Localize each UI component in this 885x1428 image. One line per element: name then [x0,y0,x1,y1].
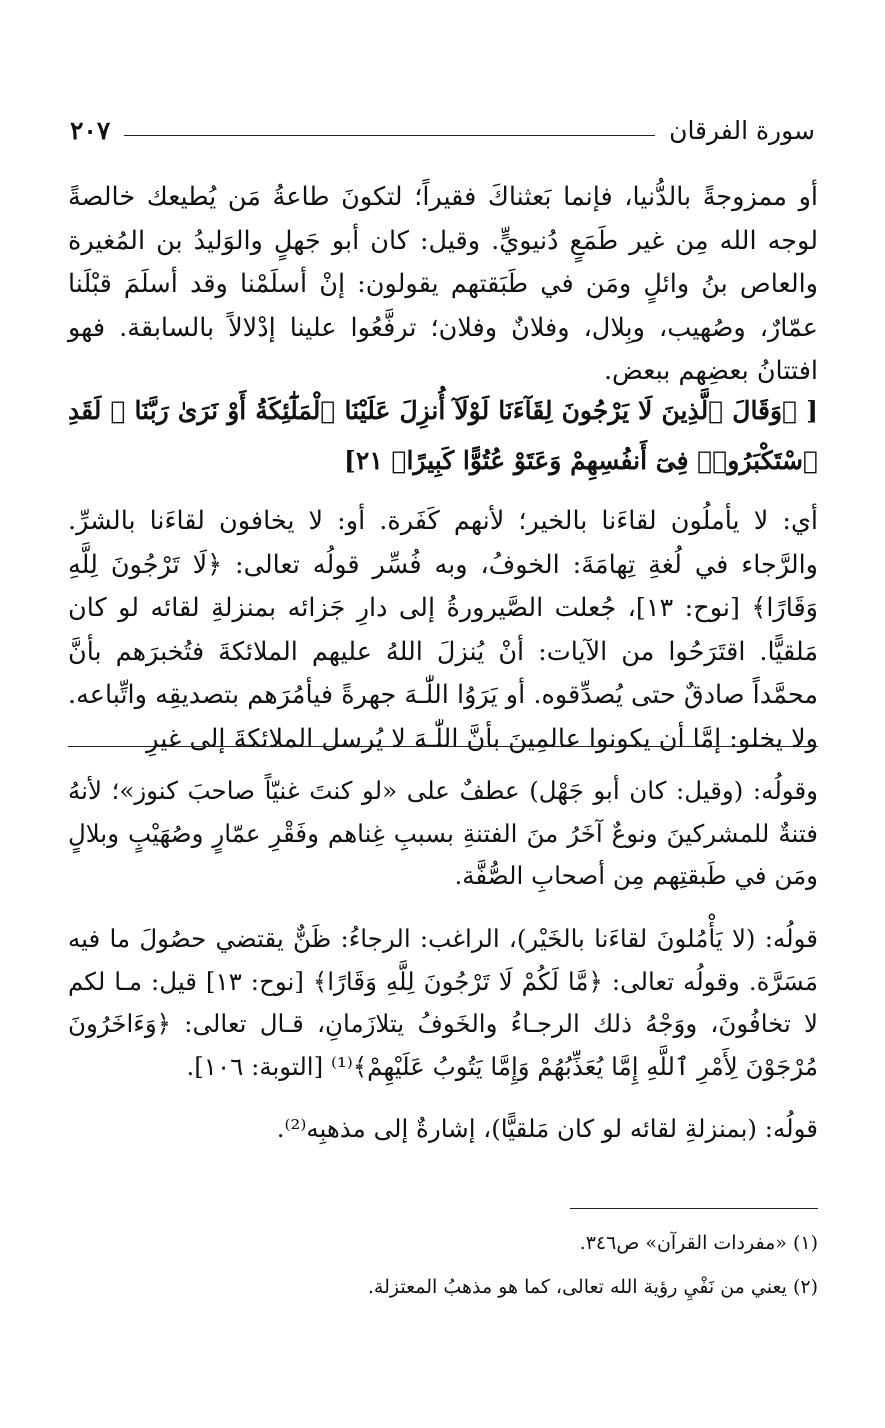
footnote-divider [570,1208,818,1209]
commentary-divider [68,746,818,747]
header-rule [124,135,655,136]
commentary-paragraph-1: وقولُه: (وقيل: كان أبو جَهْل) عطفٌ على «لو كنتَ غنيّاً صاحبَ كنوز»؛ لأنهُ فتنةٌ للمشركينَ ونوعٌ آخَرُ منَ الفتنةِ بسببِ غِناهم وفَقْرِ عمّارٍ وصُهَيْبٍ وبلالٍ ومَن في طَبقتِهم مِن أصحابِ الصُّفَّة. [68,776,818,890]
surah-title: سورة الفرقان [669,115,815,145]
footnote-2: (٢) يعني من نَفْيِ رؤية الله تعالى، كما هو مذهبُ المعتزلة. [367,1276,818,1298]
page-header [70,108,815,152]
main-paragraph-1: أو ممزوجةً بالدُّنيا، فإنما بَعثناكَ فقيراً؛ لتكونَ طاعةُ مَن يُطيعك خالصةً لوجه الله مِن غير طَمَعٍ دُنيويٍّ. وقيل: كان أبو جَهلٍ والوَليدُ بن المُغيرة والعاص بنُ وائلٍ ومَن في طَبَقتهم يقولون: إنْ أسلَمْنا وقد أسلَمَ قبْلَنا عمّارٌ، وصُهيب، وبِلال، وفلانٌ وفلان؛ ترفَّعُوا علينا إدْلالاً بالسابقة. فهو افتتانُ بعضِهم ببعض. [68,182,818,386]
quran-verse: [ ﴿وَقَالَ ٱلَّذِينَ لَا يَرْجُونَ لِقَآءَنَا لَوْلَآ أُنزِلَ عَلَيْنَا ٱلْمَلَٰٓئِكَةُ أَوْ نَرَىٰ رَبَّنَا ۗ لَقَدِ ٱسْتَكْبَرُوا۟ فِىٓ أَنفُسِهِمْ وَعَتَوْ عُتُوًّا كَبِيرًا﴾ ٢١] [68,396,818,475]
page-number: ٢٠٧ [70,115,111,145]
commentary-paragraph-3: قولُه: (بمنزلةِ لقائه لو كان مَلقيًّا)، إشارةٌ إلى مذهبِه⁽²⁾. [276,1114,818,1143]
footnote-1: (١) «مفردات القرآن» ص٣٤٦. [579,1232,818,1254]
main-paragraph-2: أي: لا يأملُون لقاءَنا بالخير؛ لأنهم كَفَرة. أو: لا يخافون لقاءَنا بالشرِّ. والرَّجاء في لُغةِ تِهامَةَ: الخوفُ، وبه فُسِّر قولُه تعالى: ﴿لَا تَرْجُونَ لِلَّهِ وَقَارًا﴾ [نوح: ١٣]، جُعلت الصَّيرورةُ إلى دارِ جَزائه بمنزلةِ لقائه لو كان مَلقيًّا. اقتَرَحُوا من الآيات: أنْ يُنزلَ اللهُ عليهم الملائكةَ فتُخبرَهم بأنَّ محمَّداً صادقٌ حتى يُصدِّقوه. أو يَرَوُا اللّٰـهَ جهرةً فيأمُرَهم بتصديقِه واتِّباعه. ولا يخلو: إمَّا أن يكونوا عالمِينَ بأنَّ اللّٰـهَ لا يُرسل الملائكةَ إلى غيرِ [68,506,818,754]
commentary-paragraph-2: قولُه: (لا يَأْمُلونَ لقاءَنا بالخَيْر)، الراغب: الرجاءُ: ظَنٌّ يقتضي حصُولَ ما فيه مَسَرَّة. وقولُه تعالى: ﴿مَّا لَكُمْ لَا تَرْجُونَ لِلَّهِ وَقَارًا﴾ [نوح: ١٣] قيل: مـا لكم لا تخافُونَ، ووَجْهُ ذلك الرجـاءُ والخَوفُ يتلازَمانِ، قـال تعالى: ﴿وَءَاخَرُونَ مُرْجَوْنَ لِأَمْرِ ٱللَّهِ إِمَّا يُعَذِّبُهُمْ وَإِمَّا يَتُوبُ عَلَيْهِمْ﴾⁽¹⁾ [التوبة: ١٠٦]. [68,924,818,1081]
